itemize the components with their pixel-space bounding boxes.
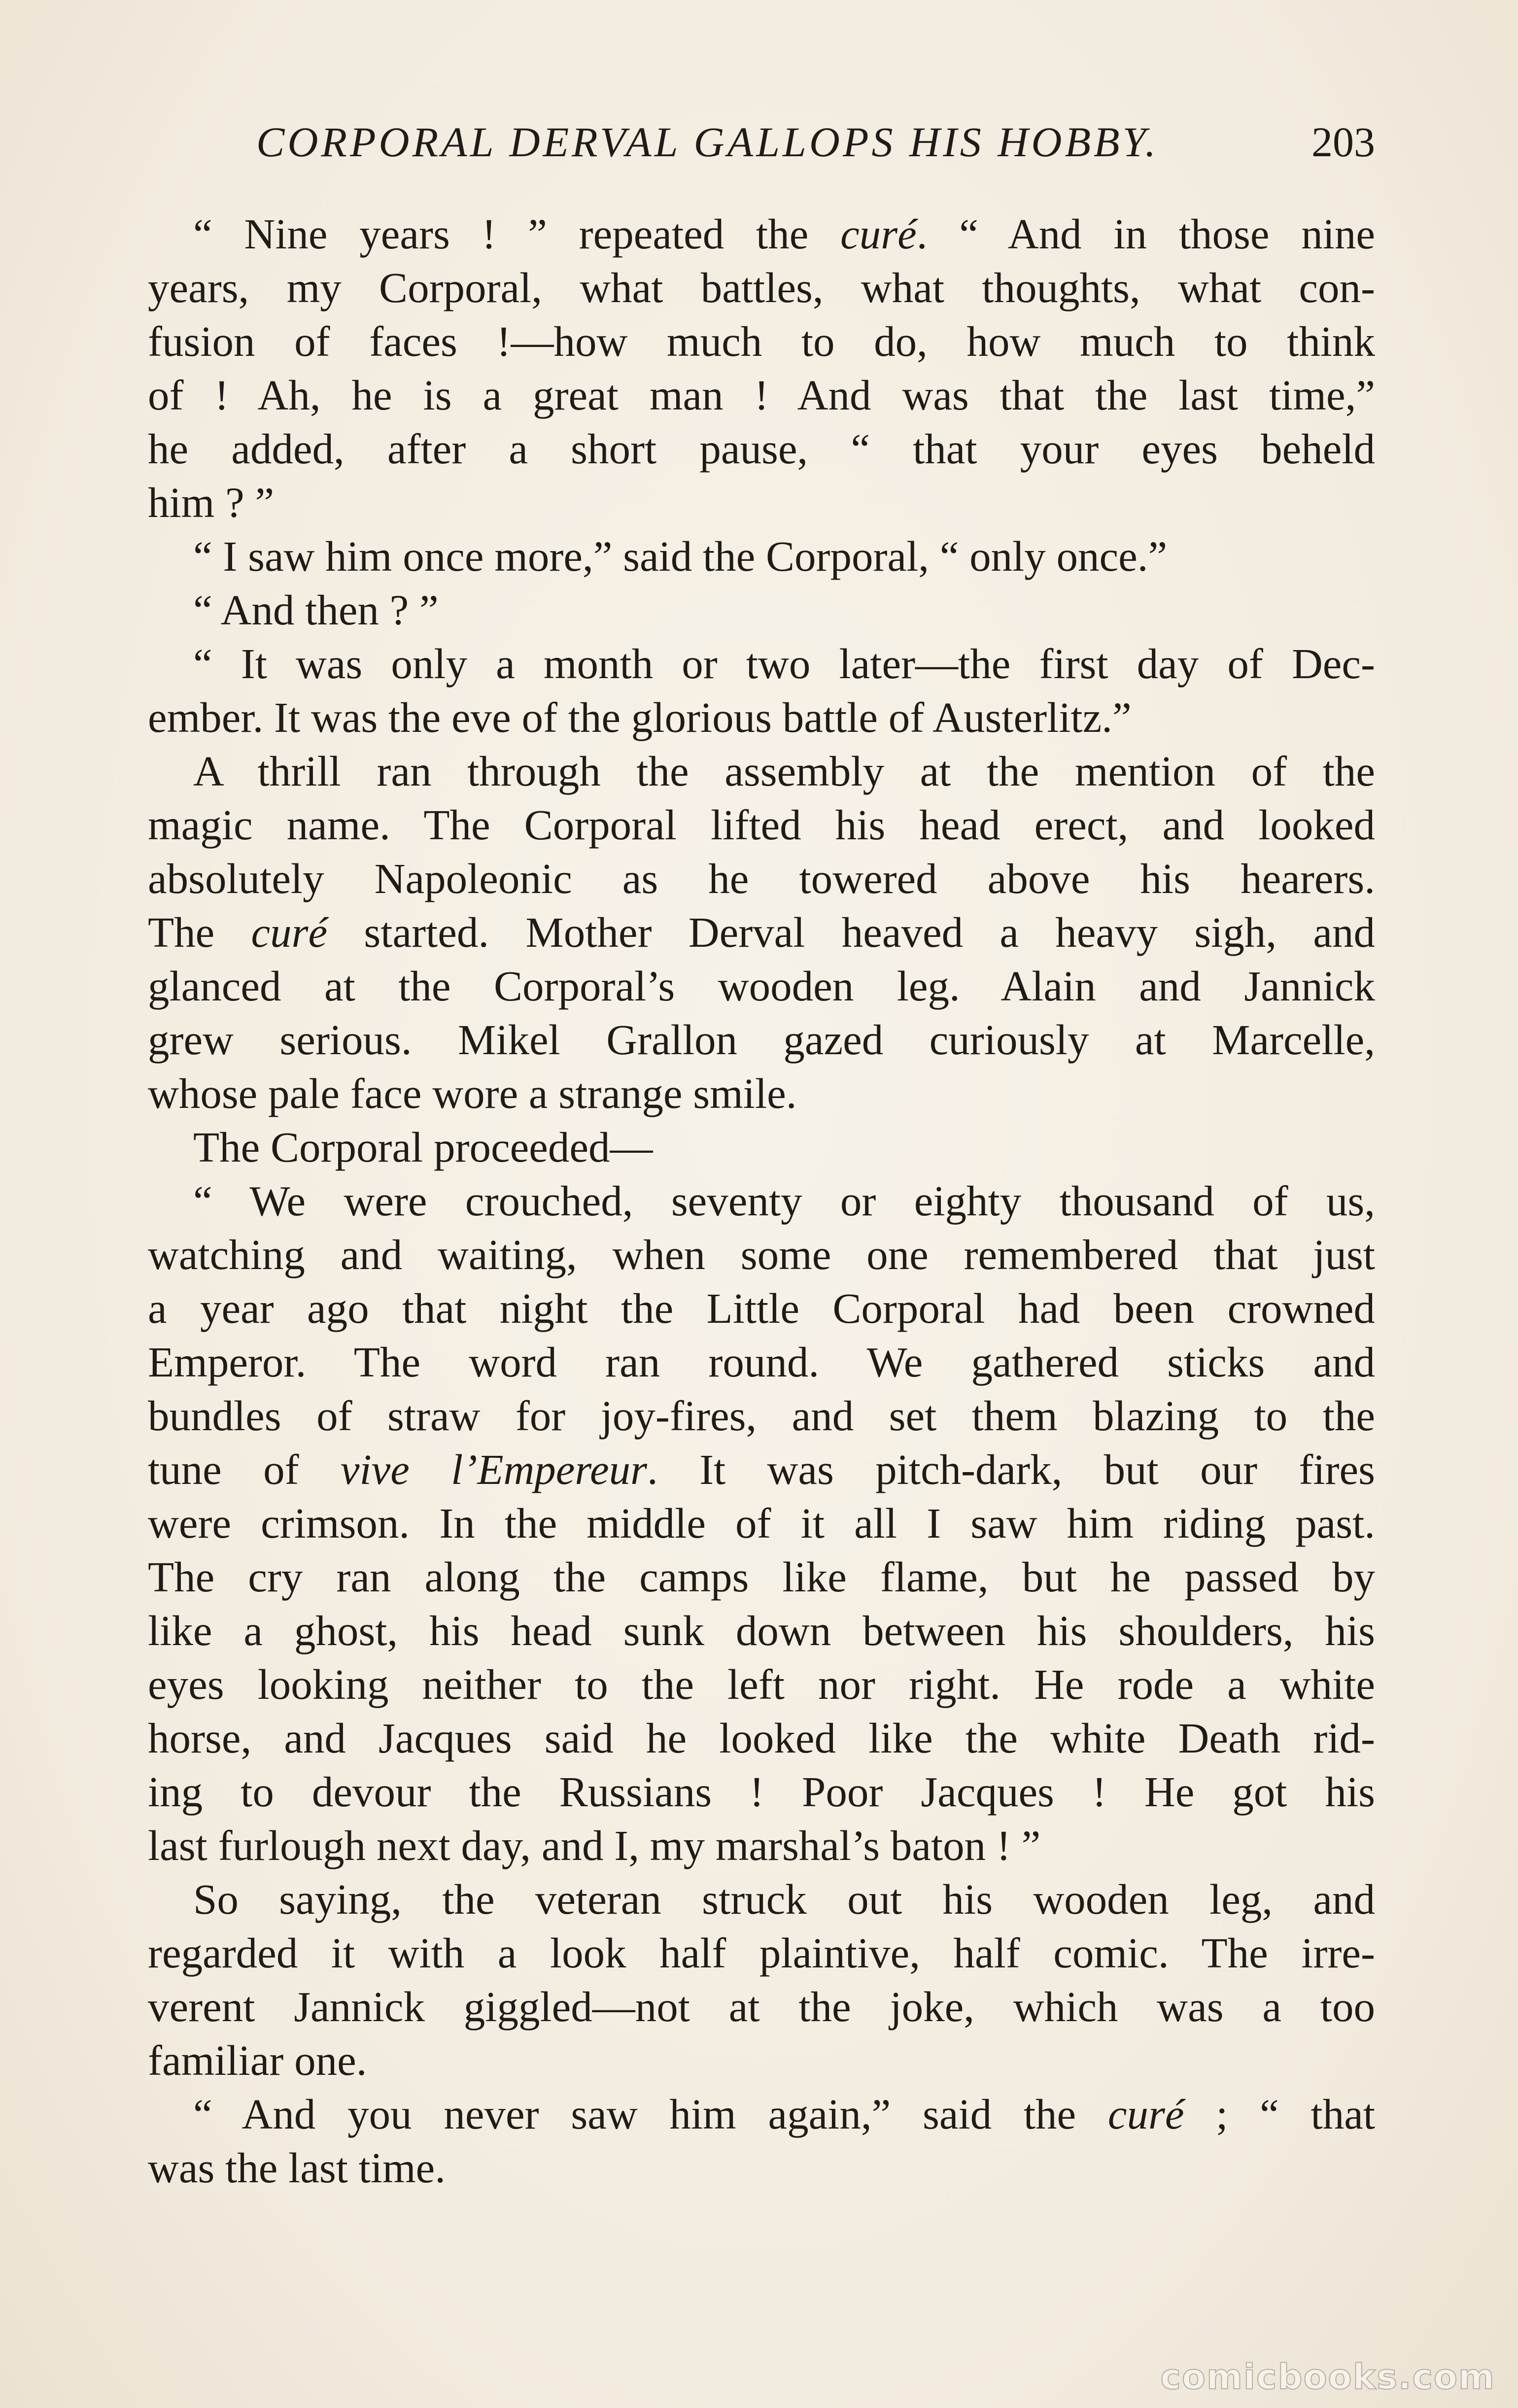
text-line: whose pale face wore a strange smile. — [148, 1069, 797, 1117]
text-line: watching and waiting, when some one remembered that just — [148, 1231, 1375, 1278]
text-line: “ Nine years ! ” repeated the curé. “ And in those nine — [193, 210, 1376, 258]
text-line: verent Jannick giggled—not at the joke, which was a too — [148, 1983, 1375, 2030]
text-line: last furlough next day, and I, my marshal’s baton ! ” — [148, 1822, 1041, 1869]
text-line: The curé started. Mother Derval heaved a heavy sigh, and — [148, 908, 1375, 956]
text-line: he added, after a short pause, “ that your eyes beheld — [148, 425, 1375, 473]
text-line: bundles of straw for joy-fires, and set them blazing to the — [148, 1392, 1375, 1440]
watermark: comicbooks.com — [1160, 2357, 1495, 2397]
text-line: “ And then ? ” — [193, 586, 439, 634]
text-line: like a ghost, his head sunk down between his shoulders, his — [148, 1607, 1375, 1654]
text-line: glanced at the Corporal’s wooden leg. Alain and Jannick — [148, 962, 1375, 1010]
text-line: Emperor. The word ran round. We gathered sticks and — [148, 1338, 1375, 1386]
text-line: regarded it with a look half plaintive, half comic. The irre- — [148, 1929, 1375, 1977]
text-line: him ? ” — [148, 479, 275, 526]
text-line: “ It was only a month or two later—the first day of Dec- — [193, 640, 1375, 688]
body-text — [148, 207, 1375, 2195]
text-line: tune of vive l’Empereur. It was pitch-dark, but our fires — [148, 1445, 1375, 1493]
text-line: of ! Ah, he is a great man ! And was that the last time,” — [148, 371, 1375, 419]
page-number: 203 — [1311, 118, 1375, 166]
text-line: magic name. The Corporal lifted his head erect, and looked — [148, 801, 1375, 849]
text-line: was the last time. — [148, 2144, 446, 2192]
text-line: absolutely Napoleonic as he towered above his hearers. — [148, 855, 1375, 902]
text-line: years, my Corporal, what battles, what thoughts, what con- — [148, 264, 1375, 311]
text-line: fusion of faces !—how much to do, how much to think — [148, 317, 1375, 365]
text-line: eyes looking neither to the left nor right. He rode a white — [148, 1660, 1375, 1708]
text-line: were crimson. In the middle of it all I saw him riding past. — [148, 1499, 1375, 1547]
text-line: “ And you never saw him again,” said the curé ; “ that — [193, 2090, 1376, 2138]
text-line: grew serious. Mikel Grallon gazed curiously at Marcelle, — [148, 1016, 1375, 1064]
text-line: a year ago that night the Little Corporal had been crowned — [148, 1284, 1375, 1332]
text-line: The Corporal proceeded— — [193, 1123, 653, 1171]
running-head — [148, 112, 1375, 172]
text-line: A thrill ran through the assembly at the mention of the — [193, 747, 1375, 795]
text-line: familiar one. — [148, 2036, 367, 2084]
text-line: So saying, the veteran struck out his wooden leg, and — [193, 1875, 1375, 1923]
text-line: “ I saw him once more,” said the Corporal, “ only once.” — [193, 532, 1168, 580]
text-line: “ We were crouched, seventy or eighty thousand of us, — [193, 1177, 1375, 1225]
text-line: ember. It was the eve of the glorious battle of Austerlitz.” — [148, 693, 1132, 741]
text-line: The cry ran along the camps like flame, but he passed by — [148, 1553, 1375, 1601]
running-title: CORPORAL DERVAL GALLOPS HIS HOBBY. — [256, 118, 1159, 166]
text-line: horse, and Jacques said he looked like the white Death rid- — [148, 1714, 1375, 1762]
text-line: ing to devour the Russians ! Poor Jacques ! He got his — [148, 1768, 1375, 1816]
